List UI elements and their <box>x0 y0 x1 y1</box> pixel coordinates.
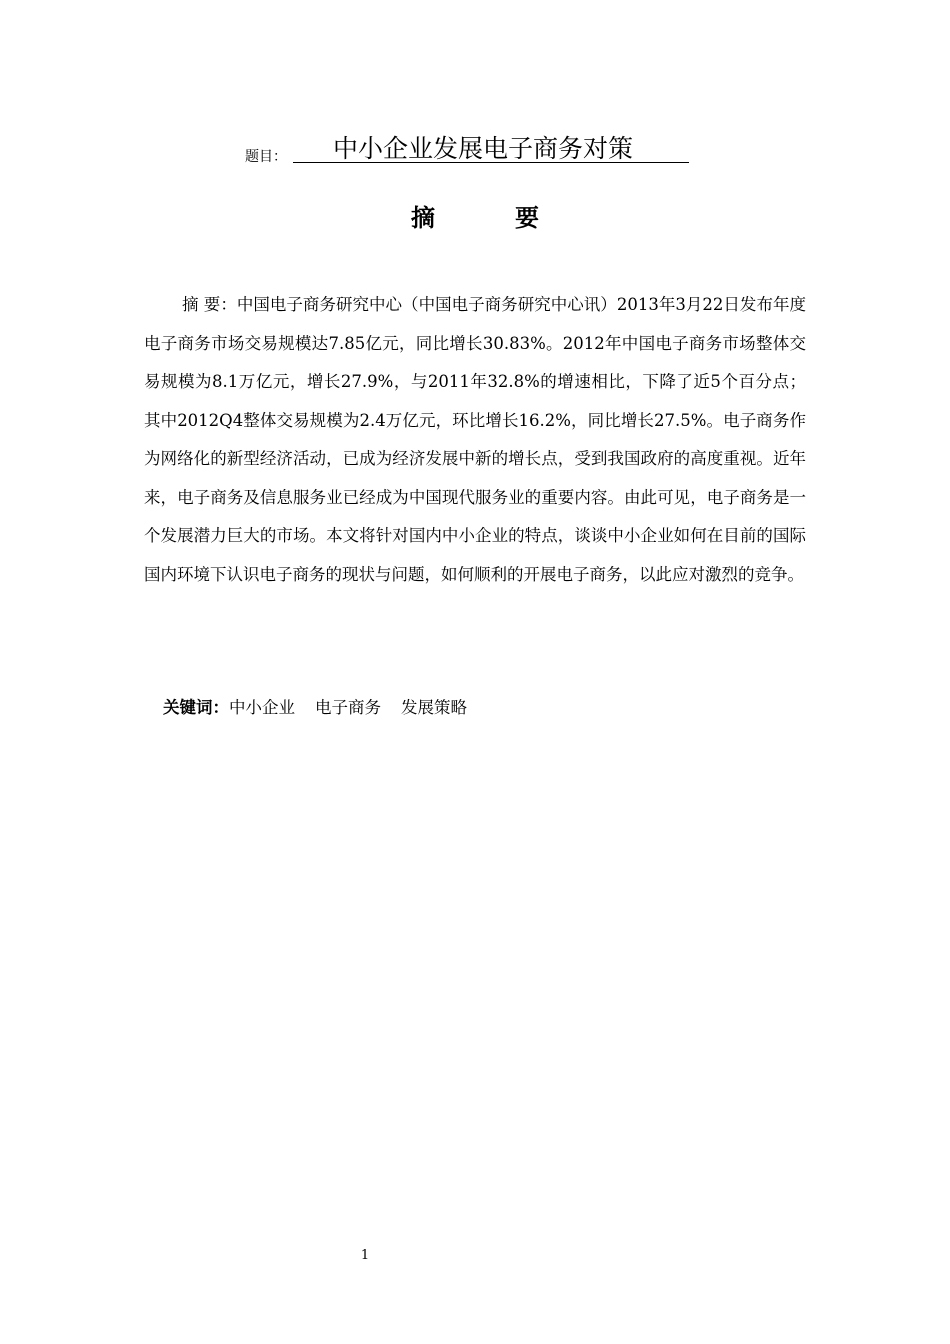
abstract-heading-char-1: 摘 <box>411 204 435 232</box>
abstract-body <box>144 286 806 594</box>
page-number: 1 <box>360 1248 370 1263</box>
keyword-item: 发展策略 <box>401 698 467 717</box>
keyword-item: 电子商务 <box>315 698 381 717</box>
abstract-text: 摘 要：中国电子商务研究中心（中国电子商务研究中心讯）2013年3月22日发布年度电子商务市场交易规模达7.85亿元，同比增长30.83%。2012年中国电子商务市场整体交易规模为8.1万亿元，增长27.9%，与2011年32.8%的增速相比，下降了近5个百分点；其中2012Q4整体交易规模为2.4万亿元，环比增长16.2%，同比增长27.5%。电子商务作为网络化的新型经济活动，已成为经济发展中新的增长点，受到我国政府的高度重视。近年来，电子商务及信息服务业已经成为中国现代服务业的重要内容。由此可见，电子商务是一个发展潜力巨大的市场。本文将针对国内中小企业的特点，谈谈中小企业如何在目前的国际国内环境下认识电子商务的现状与问题，如何顺利的开展电子商务，以此应对激烈的竞争。 <box>144 295 806 584</box>
keyword-item: 中小企业 <box>229 698 295 717</box>
abstract-heading <box>0 198 950 233</box>
keywords-line <box>163 694 487 718</box>
abstract-heading-char-2: 要 <box>515 204 539 232</box>
paper-title: 中小企业发展电子商务对策 <box>293 134 689 163</box>
keywords-label: 关键词： <box>163 698 229 717</box>
title-row <box>245 134 695 166</box>
title-label: 题目： <box>245 149 287 165</box>
